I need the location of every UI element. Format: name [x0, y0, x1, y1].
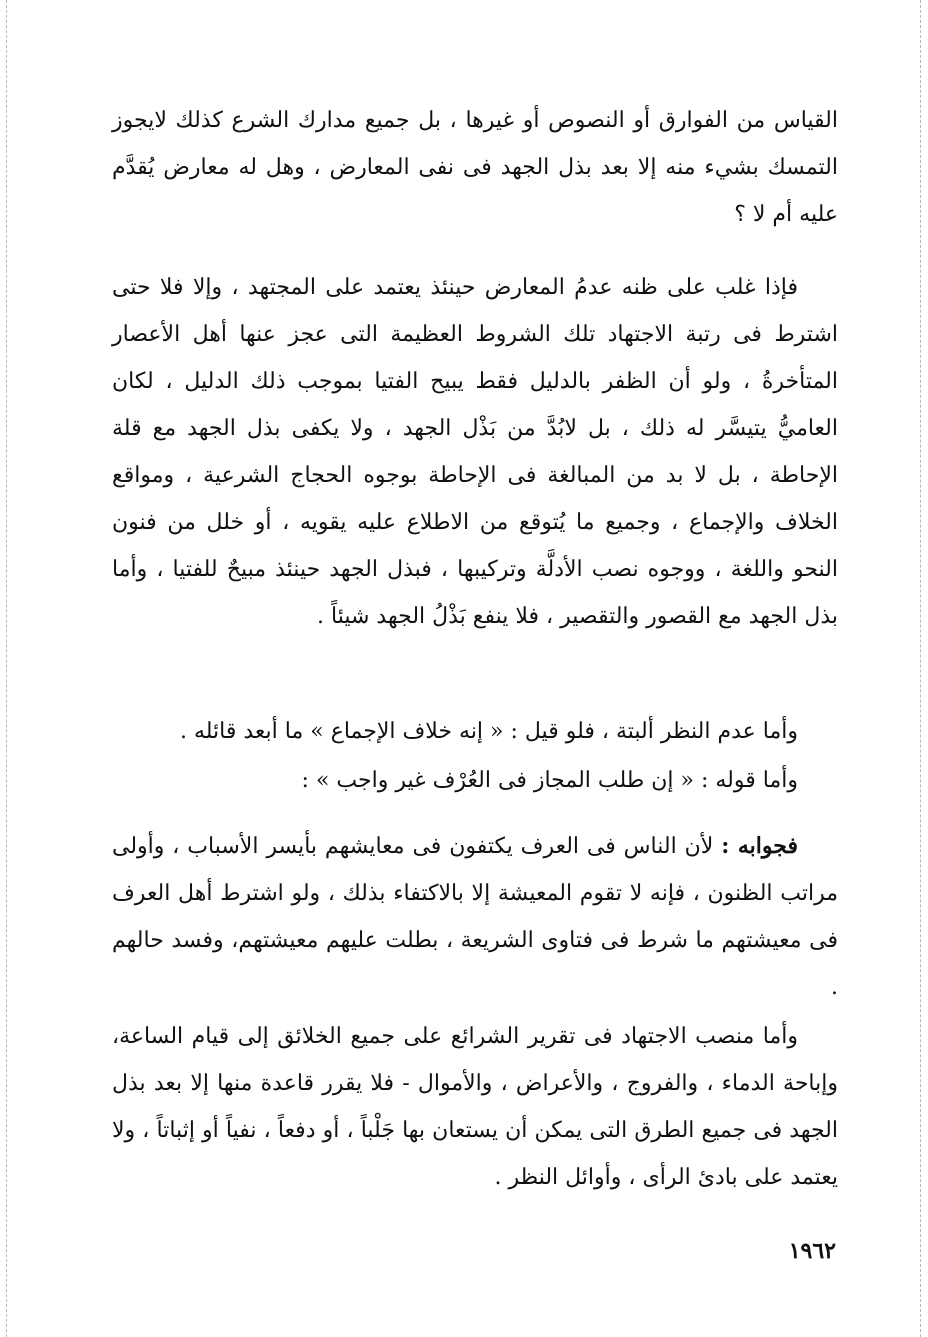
paragraph-1: القياس من الفوارق أو النصوص أو غيرها ، بل جميع مدارك الشرع كذلك لايجوز التمسك بشيء منه إلا بعد بذل الجهد فى نفى المعارض ، وهل له معارض يُقدَّم عليه أم لا ؟ [112, 108, 838, 227]
scan-edge-left [6, 0, 7, 1337]
page-number: ١٩٦٢ [788, 1238, 836, 1264]
answer-text: لأن الناس فى العرف يكتفون فى معايشهم بأيسر الأسباب ، وأولى مراتب الظنون ، فإنه لا تقوم المعيشة إلا بالاكتفاء بذلك ، ولو اشترط أهل العرف فى معيشتهم ما شرط فى فتاوى الشريعة ، بطلت عليهم معيشتهم، وفسد حالهم . [112, 834, 838, 1000]
paragraph-6: وأما منصب الاجتهاد فى تقرير الشرائع على جميع الخلائق إلى قيام الساعة، وإباحة الدماء ، والفروج ، والأعراض ، والأموال - فلا يقرر قاعدة منها إلا بعد بذل الجهد فى جميع الطرق التى يمكن أن يستعان بها جَلْباً ، أو دفعاً ، نفياً أو إثباتاً ، ولا يعتمد على بادئ الرأى ، وأوائل النظر . [112, 1024, 838, 1190]
paragraph-5 [112, 823, 838, 1011]
paragraph-3: وأما عدم النظر ألبتة ، فلو قيل : « إنه خلاف الإجماع » ما أبعد قائله . [179, 719, 798, 744]
answer-lead: فجوابه : [721, 833, 798, 859]
paragraph-4: وأما قوله : « إن طلب المجاز فى العُرْف غير واجب » : [301, 768, 798, 793]
scan-edge-right [920, 0, 921, 1337]
paragraph-2: فإذا غلب على ظنه عدمُ المعارض حينئذ يعتمد على المجتهد ، وإلا فلا حتى اشترط فى رتبة الاجتهاد تلك الشروط العظيمة التى عجز عنها أهل الأعصار المتأخرةُ ، ولو أن الظفر بالدليل فقط يبيح الفتيا بموجب ذلك الدليل ، لكان العاميُّ يتيسَّر له ذلك ، بل لابُدَّ من بَذْل الجهد ، ولا يكفى بذل الجهد مع قلة الإحاطة ، بل لا بد من المبالغة فى الإحاطة بوجوه الحجاج الشرعية ، ومواقع الخلاف والإجماع ، وجميع ما يُتوقع من الاطلاع عليه يقويه ، أو خلل من فنون النحو واللغة ، ووجوه نصب الأدلَّة وتركيبها ، فبذل الجهد حينئذ مبيحٌ للفتيا ، وأما بذل الجهد مع القصور والتقصير ، فلا ينفع بَذْلُ الجهد شيئاً . [112, 275, 839, 629]
